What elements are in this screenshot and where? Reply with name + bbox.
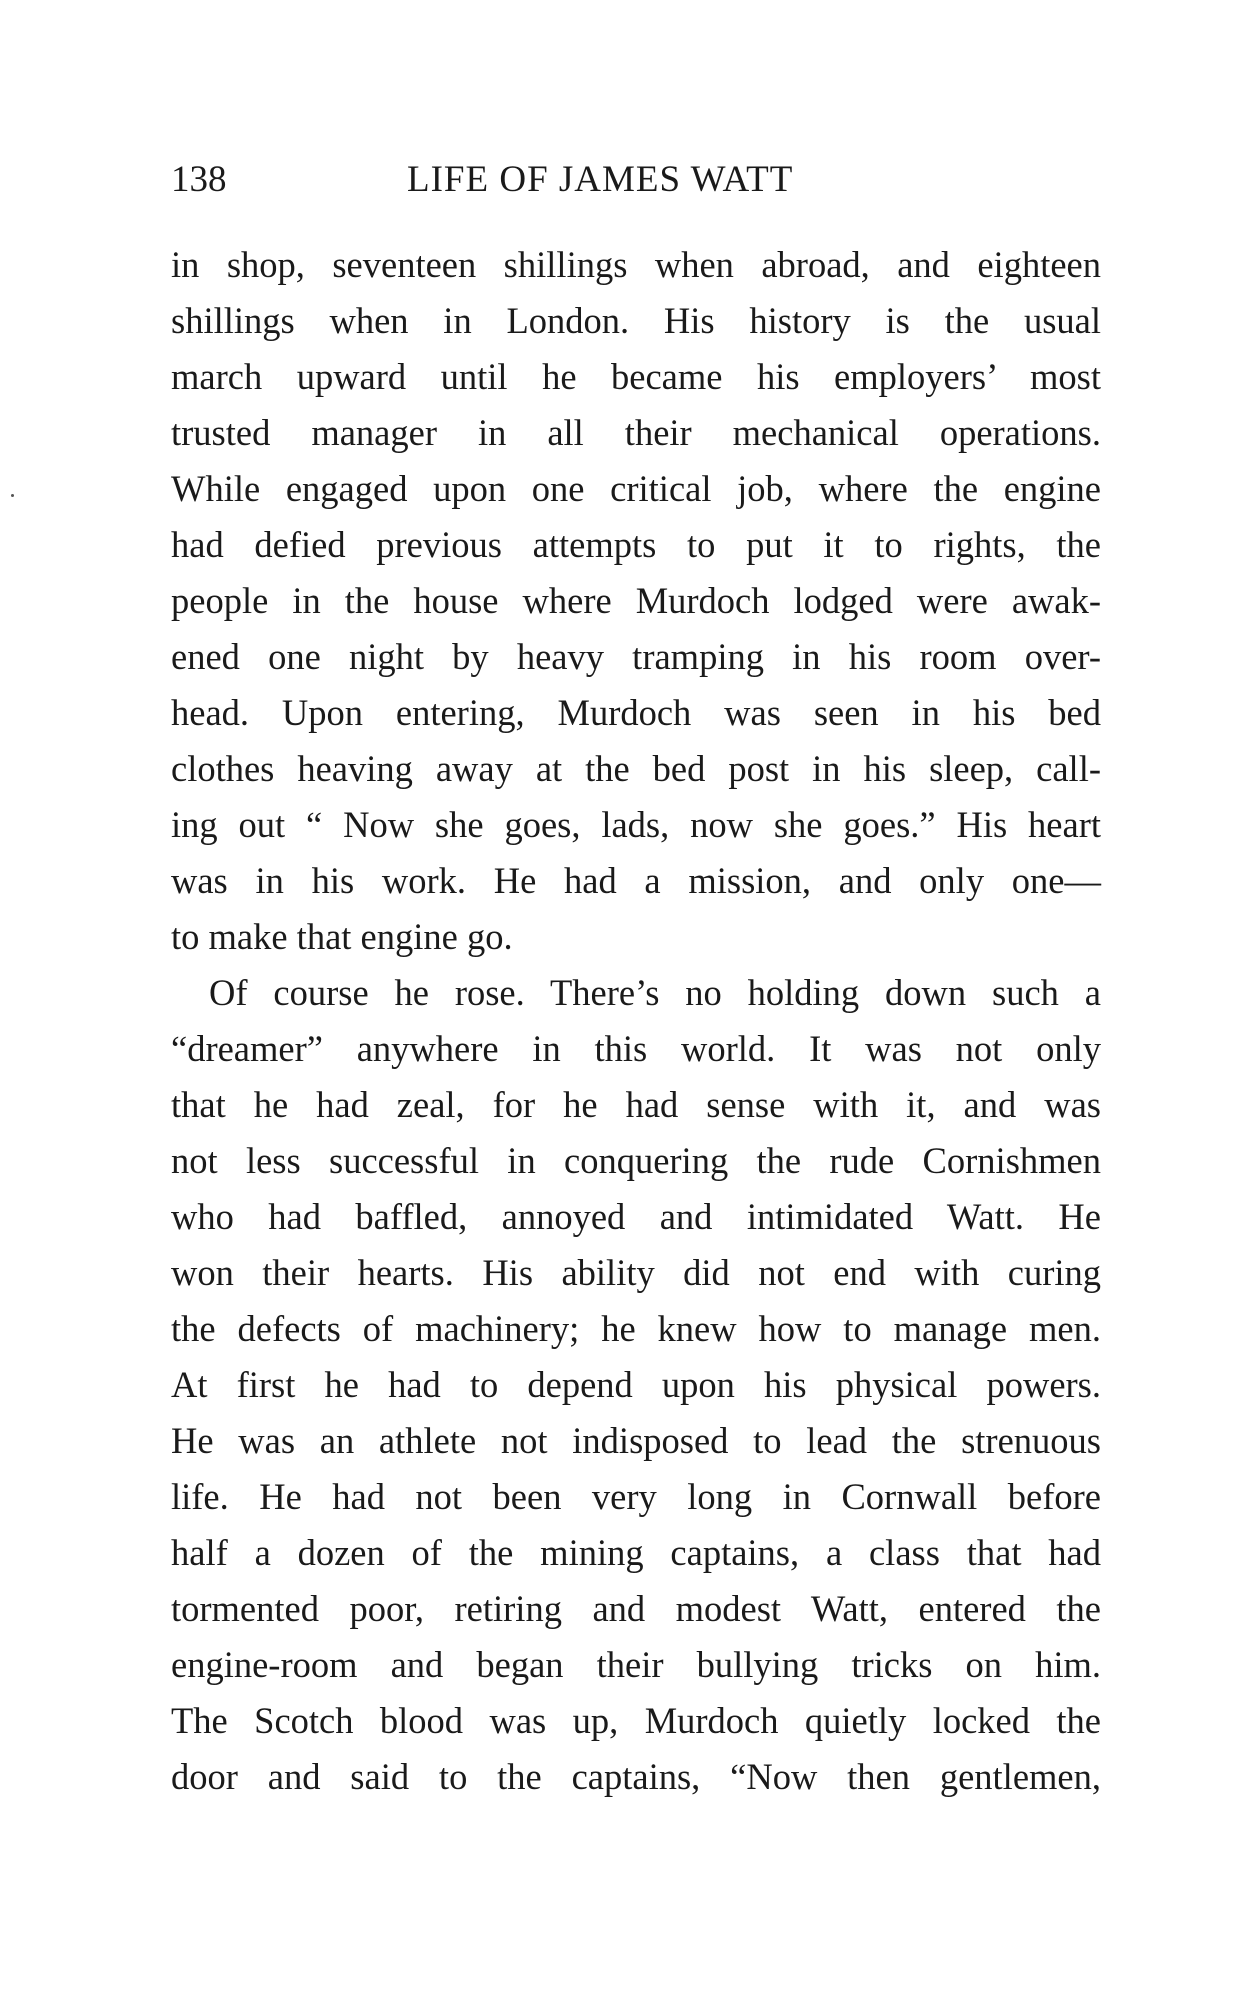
text-line: half a dozen of the mining captains, a class that had (171, 1532, 1101, 1573)
text-line: clothes heaving away at the bed post in his sleep, call- (171, 748, 1101, 789)
scan-speck (11, 494, 14, 497)
running-title: LIFE OF JAMES WATT (407, 159, 794, 200)
text-line: He was an athlete not indisposed to lead the strenuous (171, 1420, 1101, 1461)
text-line: was in his work. He had a mission, and only one— (171, 860, 1101, 901)
page-number: 138 (171, 159, 227, 200)
text-line: ened one night by heavy tramping in his room over- (171, 636, 1101, 677)
text-line: door and said to the captains, “Now then gentlemen, (171, 1756, 1101, 1797)
text-line: trusted manager in all their mechanical operations. (171, 412, 1101, 453)
text-line: shillings when in London. His history is the usual (171, 300, 1101, 341)
text-line: march upward until he became his employers’ most (171, 356, 1101, 397)
text-line: life. He had not been very long in Cornwall before (171, 1476, 1101, 1517)
text-line: won their hearts. His ability did not end with curing (171, 1252, 1101, 1293)
text-line: The Scotch blood was up, Murdoch quietly locked the (171, 1700, 1101, 1741)
body-text (171, 237, 1101, 1805)
paragraph-start-line: Of course he rose. There’s no holding down such a (209, 972, 1101, 1013)
text-line: people in the house where Murdoch lodged were awak- (171, 580, 1101, 621)
text-line: ing out “ Now she goes, lads, now she goes.” His heart (171, 804, 1101, 845)
text-line: who had baffled, annoyed and intimidated Watt. He (171, 1196, 1101, 1237)
text-line: While engaged upon one critical job, where the engine (171, 468, 1101, 509)
text-line: that he had zeal, for he had sense with it, and was (171, 1084, 1101, 1125)
page-header (171, 150, 1101, 210)
text-line: not less successful in conquering the rude Cornishmen (171, 1140, 1101, 1181)
text-line: At first he had to depend upon his physical powers. (171, 1364, 1101, 1405)
text-line: the defects of machinery; he knew how to manage men. (171, 1308, 1101, 1349)
paragraph-end-line: to make that engine go. (171, 916, 513, 957)
text-line: “dreamer” anywhere in this world. It was not only (171, 1028, 1101, 1069)
text-line: in shop, seventeen shillings when abroad, and eighteen (171, 244, 1101, 285)
text-line: head. Upon entering, Murdoch was seen in his bed (171, 692, 1101, 733)
text-line: engine-room and began their bullying tricks on him. (171, 1644, 1101, 1685)
text-line: had defied previous attempts to put it to rights, the (171, 524, 1101, 565)
text-line: tormented poor, retiring and modest Watt, entered the (171, 1588, 1101, 1629)
